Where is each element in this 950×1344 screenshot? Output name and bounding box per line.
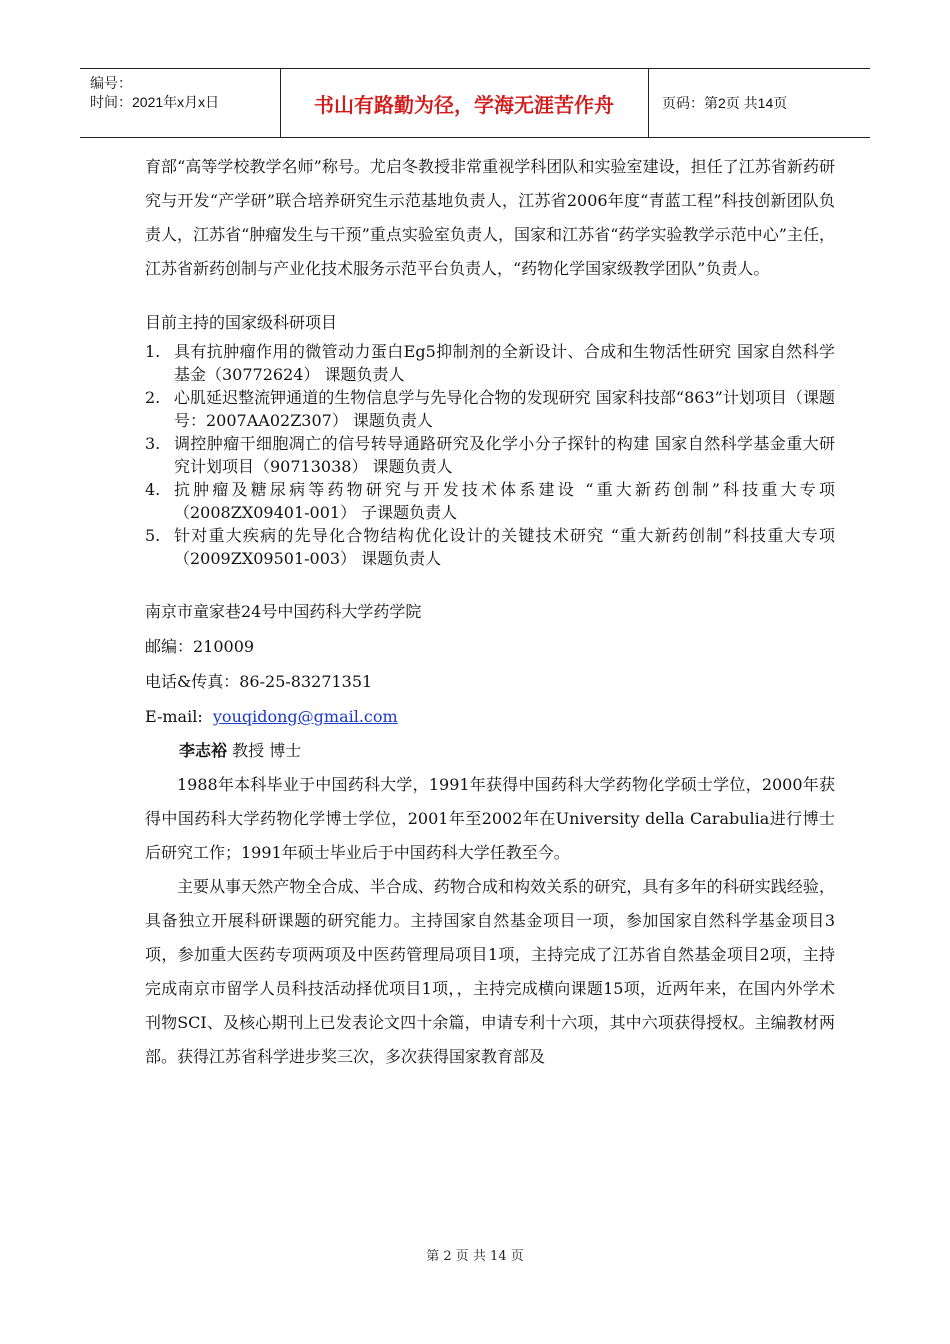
intro-paragraph: 育部“高等学校教学名师”称号。尤启冬教授非常重视学科团队和实验室建设，担任了江苏省新药研究与开发“产学研”联合培养研究生示范基地负责人，江苏省2006年度“青蓝工程”科技创新团队负责人，江苏省“肿瘤发生与干预”重点实验室负责人，国家和江苏省“药学实验教学示范中心”主任，江苏省新药创制与产业化技术服务示范平台负责人，“药物化学国家级教学团队”负责人。 [145,157,835,278]
project-item: 1. 具有抗肿瘤作用的微管动力蛋白Eg5抑制剂的全新设计、合成和生物活性研究 国家自然科学基金（30772624） 课题负责人 [145,342,835,384]
header-date: 时间：2021年x月x日 [90,94,220,110]
contact-email [145,699,835,734]
header-number: 编号： [90,75,132,91]
header-meta [80,69,280,137]
person-name: 李志裕 [179,741,228,760]
person-title: 教授 博士 [232,741,302,760]
contact-address: 南京市童家巷24号中国药科大学药学院 [145,602,422,621]
bio-paragraph-2: 主要从事天然产物全合成、半合成、药物合成和构效关系的研究，具有多年的科研实践经验，具备独立开展科研课题的研究能力。主持国家自然基金项目一项，参加国家自然科学基金项目3项，参加重大医药专项两项及中医药管理局项目1项，主持完成了江苏省自然基金项目2项，主持完成南京市留学人员科技活动择优项目1项，，主持完成横向课题15项，近两年来，在国内外学术刊物SCI、及核心期刊上已发表论文四十余篇，申请专利十六项，其中六项获得授权。主编教材两部。获得江苏省科学进步奖三次，多次获得国家教育部及 [145,877,835,1066]
page-footer: 第 2 页 共 14 页 [426,1249,524,1264]
project-item: 4. 抗肿瘤及糖尿病等药物研究与开发技术体系建设 “重大新药创制”科技重大专项（2008ZX09401-001） 子课题负责人 [145,480,835,522]
header-page-info: 页码：第2页 共14页 [662,95,788,111]
header-motto: 书山有路勤为径，学海无涯苦作舟 [314,92,614,117]
projects-list [145,340,835,570]
person-heading [145,734,835,768]
bio-paragraph-1: 1988年本科毕业于中国药科大学，1991年获得中国药科大学药物化学硕士学位，2000年获得中国药科大学药物化学博士学位，2001年至2002年在University della Carabulia进行博士后研究工作；1991年硕士毕业后于中国药科大学任教至今。 [145,775,835,862]
project-item: 5. 针对重大疾病的先导化合物结构优化设计的关键技术研究 “重大新药创制”科技重大专项（2009ZX09501-003） 课题负责人 [145,526,835,568]
email-link[interactable]: youqidong@gmail.com [212,707,398,726]
contact-postcode: 邮编：210009 [145,637,255,656]
project-item: 3. 调控肿瘤干细胞凋亡的信号转导通路研究及化学小分子探针的构建 国家自然科学基金重大研究计划项目（90713038） 课题负责人 [145,434,835,476]
contact-phone: 电话&传真：86-25-83271351 [145,672,373,691]
document-body [145,150,835,1074]
email-label: E-mail: [145,707,203,726]
page-header [80,68,870,138]
project-item: 2. 心肌延迟整流钾通道的生物信息学与先导化合物的发现研究 国家科技部“863”计划项目（课题号：2007AA02Z307） 课题负责人 [145,388,835,430]
projects-heading: 目前主持的国家级科研项目 [145,313,338,332]
